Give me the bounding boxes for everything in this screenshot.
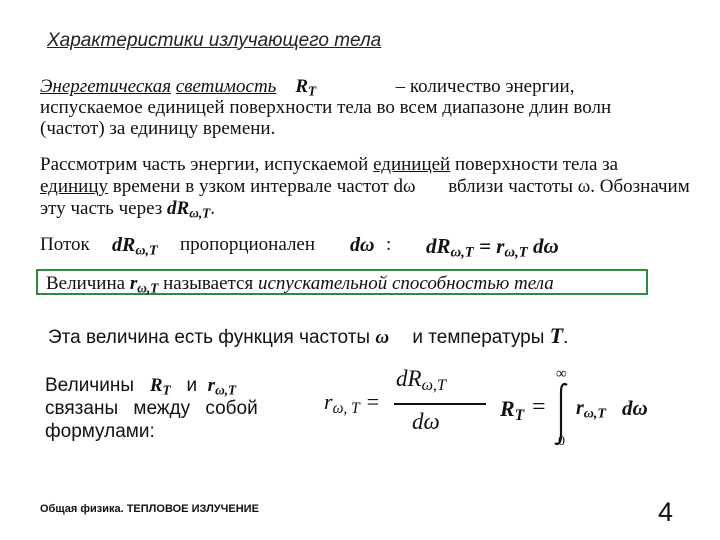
underlined-unit-1: единицей: [373, 154, 451, 175]
relation-text: Величины $R_T$ и $r_{\omega,T}$ связаны между собой формулами:: [45, 375, 258, 442]
footer-caption: Общая физика. ТЕПЛОВОЕ ИЗЛУЧЕНИЕ: [40, 503, 259, 515]
flow-label: Поток: [40, 234, 90, 255]
underlined-unit-2: единицу: [40, 176, 109, 197]
T-symbol: T: [549, 323, 564, 348]
integral-upper-limit: ∞: [556, 366, 567, 382]
integrand: $r_{\omega,T}$: [576, 397, 606, 422]
formula-numerator: $dR_{\omega,T}$: [396, 366, 446, 395]
omega-symbol: ω: [375, 327, 390, 348]
proportional-text: пропорционален: [180, 234, 316, 255]
integral-lower-limit: 0: [558, 434, 565, 449]
luminosity-integral-formula: [500, 366, 700, 460]
consider-paragraph: Рассмотрим часть энергии, испускаемой единицей поверхности тела за единицу времени в узком интервале частот dω вблизи частоты ω. Обозначим эту часть через $dR_{\omega,T}$.: [40, 154, 690, 221]
integral-differential: dω: [622, 396, 648, 420]
formula-denominator: dω: [412, 409, 440, 434]
page-number: 4: [658, 497, 674, 527]
symbol-R: $R_T$: [295, 76, 317, 99]
formula-lhs: $r_{\omega, T}$ =: [324, 389, 381, 417]
integral-lhs: $R_T$: [500, 396, 525, 424]
flow-colon: :: [386, 234, 392, 255]
flow-equation: $dR_{\omega,T} = r_{\omega,T}$ dω: [426, 234, 559, 261]
integral-equals: =: [532, 394, 546, 420]
symbol-r: $r_{\omega,T}$: [129, 273, 159, 296]
fraction-bar: [394, 403, 486, 405]
term-luminosity: светимость: [175, 76, 277, 97]
function-sentence: Эта величина есть функция частоты ω и температуры T.: [48, 323, 569, 348]
symbol-dR: $dR_{\omega,T}$: [167, 198, 211, 221]
emissivity-formula: [320, 366, 470, 446]
slide-title: Характеристики излучающего тела: [47, 30, 382, 51]
emissivity-definition-box: Величина $r_{\omega,T}$ называется испускательной способностью тела: [36, 269, 648, 295]
definition-text: – количество энергии, испускаемое единицей поверхности тела во всем диапазоне длин волн (частот) за единицу времени.: [40, 76, 612, 139]
relation-r: $r_{\omega,T}$: [207, 375, 237, 398]
domega-symbol: dω: [350, 234, 375, 256]
definition-paragraph: [40, 76, 676, 139]
emissivity-term: испускательной способностью тела: [257, 273, 554, 294]
flow-symbol: $dR_{\omega,T}$: [112, 234, 158, 259]
relation-R: $R_T$: [149, 375, 171, 398]
term-energetic: Энергетическая: [40, 76, 172, 97]
